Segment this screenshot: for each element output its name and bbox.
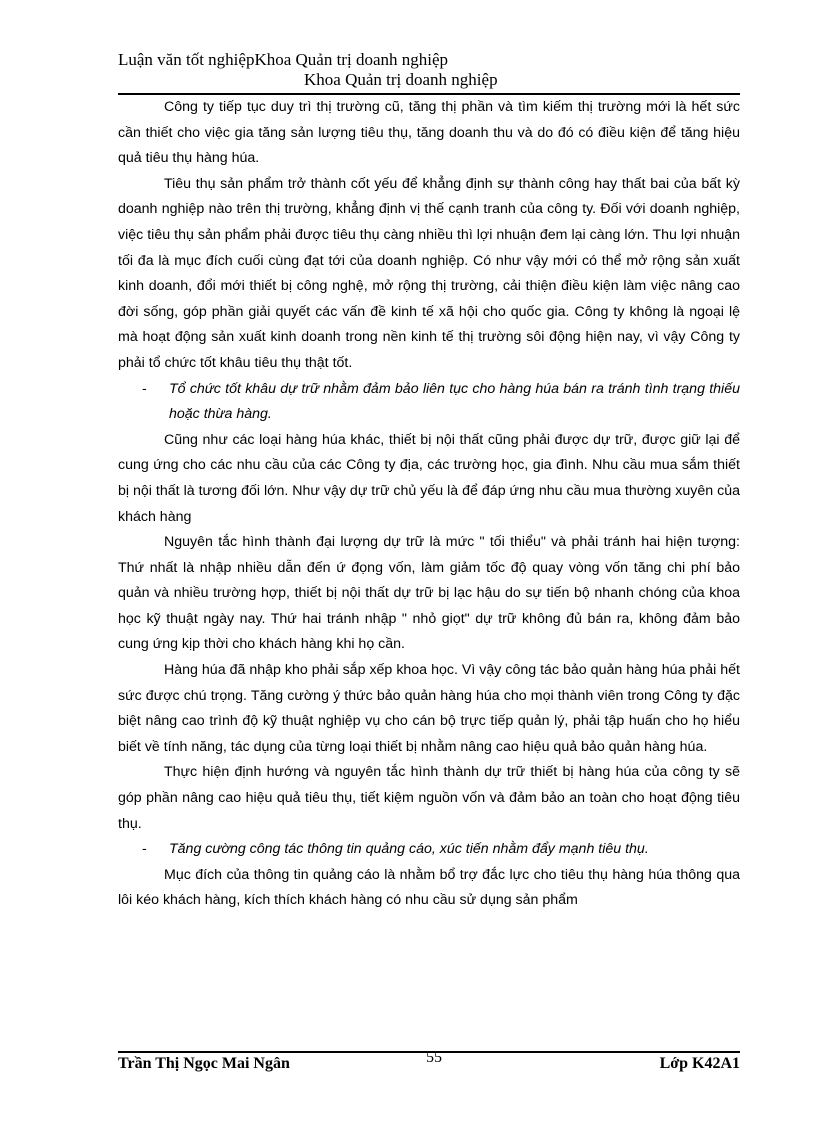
footer-class: Lớp K42A1 — [659, 1055, 740, 1072]
bullet-text: Tổ chức tốt khâu dự trữ nhằm đảm bảo liên tục cho hàng húa bán ra tránh tình trạng thiếu hoặc thừa hàng. — [169, 380, 740, 423]
paragraph: Cũng như các loại hàng húa khác, thiết bị nội thất cũng phải được dự trữ, được giữ lại để cung ứng cho các nhu cầu của các Công ty địa, các trường học, gia đình. Nhu cầu mua sắm thiết bị nội thất là tương đối lớn. Như vậy dự trữ chủ yếu là để đáp ứng nhu cầu mua thường xuyên của khách hàng — [118, 431, 740, 525]
body-text — [118, 95, 740, 914]
header-line-2: Khoa Quản trị doanh nghiệp — [304, 70, 498, 89]
page-header — [118, 50, 740, 90]
bullet-item — [118, 837, 740, 863]
header-line-1: Luận văn tốt nghiệpKhoa Quản trị doanh nghiệp — [118, 50, 449, 69]
footer-author: Trần Thị Ngọc Mai Ngân — [118, 1055, 290, 1072]
paragraph: Thực hiện định hướng và nguyên tắc hình thành dự trữ thiết bị hàng húa của công ty sẽ góp phần nâng cao hiệu quả tiêu thụ, tiết kiệm nguồn vốn và đảm bảo an toàn cho hoạt động tiêu thụ. — [118, 764, 740, 832]
paragraph: Công ty tiếp tục duy trì thị trường cũ, tăng thị phần và tìm kiếm thị trường mới là hết sức cần thiết cho việc gia tăng sản lượng tiêu thụ, tăng doanh thu và do đó có điều kiện để tăng hiệu quả tiêu thụ hàng húa. — [118, 99, 740, 167]
bullet-text: Tăng cường công tác thông tin quảng cáo, xúc tiến nhằm đẩy mạnh tiêu thụ. — [169, 841, 649, 858]
paragraph: Nguyên tắc hình thành đại lượng dự trữ là mức " tối thiểu" và phải tránh hai hiện tượng: Thứ nhất là nhập nhiều dẫn đến ứ đọng vốn, làm giảm tốc độ quay vòng vốn tăng chi phí bảo quản và nhiều trường hợp, thiết bị nội thất dự trữ bị lạc hậu do sự tiến bộ nhanh chóng của khoa học kỹ thuật ngày nay. Thứ hai tránh nhập " nhỏ giọt" dự trữ không đủ bán ra, không đảm bảo cung ứng kịp thời cho khách hàng khi họ cần. — [118, 534, 740, 653]
bullet-dash: - — [142, 841, 147, 858]
paragraph: Tiêu thụ sản phẩm trở thành cốt yếu để khẳng định sự thành công hay thất bai của bất kỳ doanh nghiệp nào trên thị trường, khẳng định vị thế cạnh tranh của công ty. Đối với doanh nghiệp, việc tiêu thụ sản phẩm phải được tiêu thụ càng nhiều thì lợi nhuận đem lại càng lớn. Thu lợi nhuận tối đa là mục đích cuối cùng đạt tới của doanh nghiệp. Có như vậy mới có thể mở rộng sản xuất kinh doanh, đổi mới thiết bị công nghệ, mở rộng thị trường, cải thiện điều kiện làm việc nâng cao đời sống, góp phần giải quyết các vấn đề kinh tế xã hội cho quốc gia. Công ty không là ngoại lệ mà hoạt động sản xuất kinh doanh trong nền kinh tế thị trường sôi động hiện nay, vì vậy Công ty phải tổ chức tốt khâu tiêu thụ thật tốt. — [118, 175, 740, 371]
bullet-dash: - — [142, 380, 147, 397]
paragraph: Mục đích của thông tin quảng cáo là nhằm bổ trợ đắc lực cho tiêu thụ hàng húa thông qua lôi kéo khách hàng, kích thích khách hàng có nhu cầu sử dụng sản phẩm — [118, 866, 740, 909]
page-footer — [118, 1049, 740, 1079]
paragraph: Hàng húa đã nhập kho phải sắp xếp khoa học. Vì vậy công tác bảo quản hàng húa phải hết sức được chú trọng. Tăng cường ý thức bảo quản hàng húa cho mọi thành viên trong Công ty đặc biệt nâng cao trình độ kỹ thuật nghiệp vụ cho cán bộ trực tiếp quản lý, phải tập huấn cho họ hiểu biết về tính năng, tác dụng của từng loại thiết bị nhằm nâng cao hiệu quả bảo quản hàng húa. — [118, 662, 740, 755]
page-number: 55 — [426, 1049, 442, 1066]
bullet-item — [118, 377, 740, 428]
